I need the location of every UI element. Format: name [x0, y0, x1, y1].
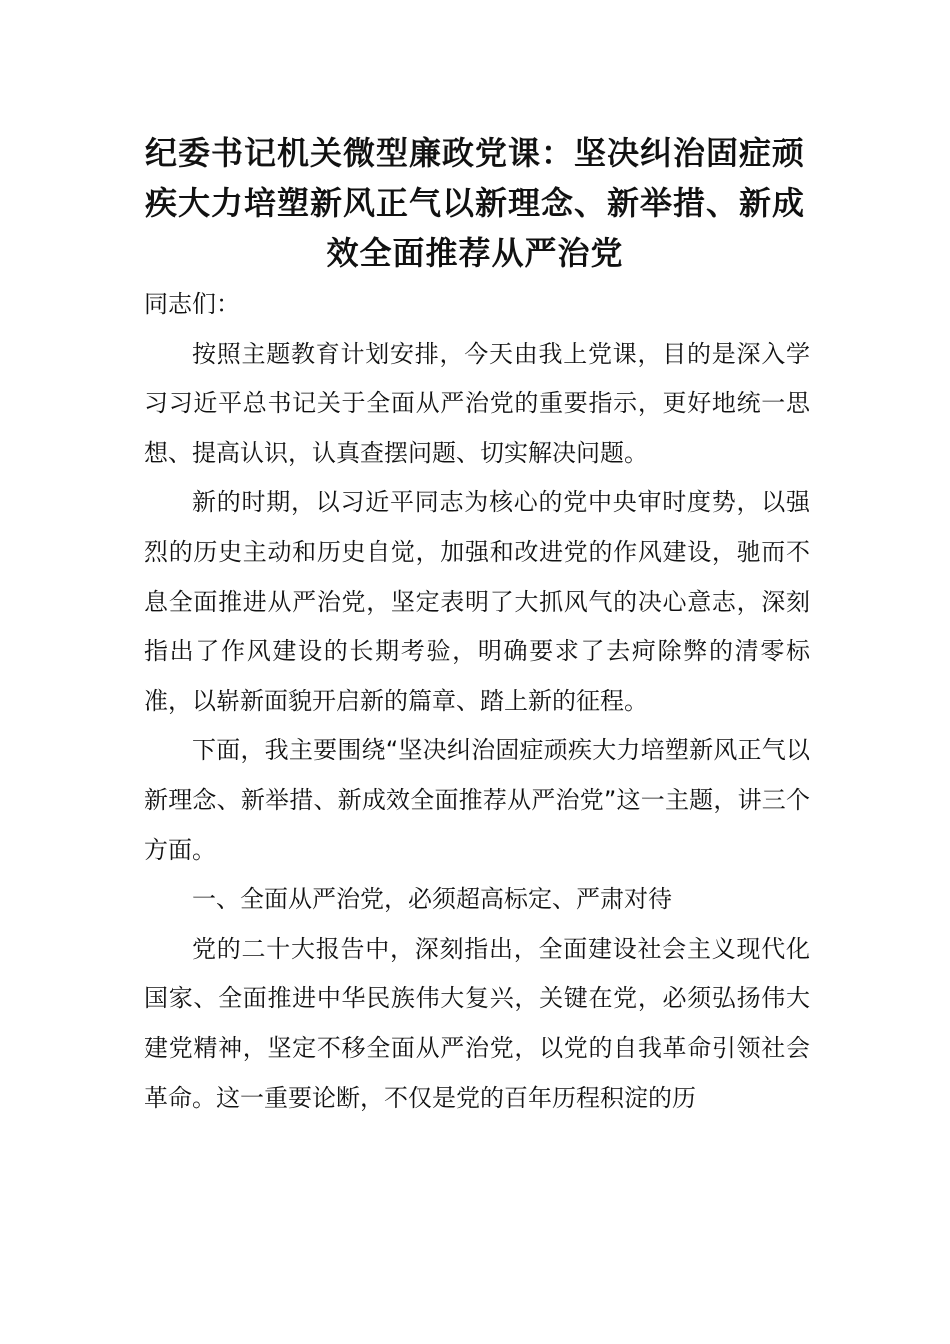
paragraph-outline: 下面，我主要围绕“坚决纠治固症顽疾大力培塑新风正气以新理念、新举措、新成效全面推荐从严治党”这一主题，讲三个方面。 — [144, 736, 810, 864]
section-heading: 一、全面从严治党，必须超高标定、严肃对待 — [192, 885, 672, 914]
paragraph-context: 新的时期，以习近平同志为核心的党中央审时度势，以强烈的历史主动和历史自觉，加强和改进党的作风建设，驰而不息全面推进从严治党，坚定表明了大抓风气的决心意志，深刻指出了作风建设的长期考验，明确要求了去疴除弊的清零标准，以崭新面貌开启新的篇章、踏上新的征程。 — [144, 488, 810, 715]
paragraph-section-one: 党的二十大报告中，深刻指出，全面建设社会主义现代化国家、全面推进中华民族伟大复兴，关键在党，必须弘扬伟大建党精神，坚定不移全面从严治党，以党的自我革命引领社会革命。这一重要论断，不仅是党的百年历程积淀的历 — [144, 934, 810, 1112]
document-body — [144, 280, 810, 1123]
document-title: 纪委书记机关微型廉政党课：坚决纠治固症顽疾大力培塑新风正气以新理念、新举措、新成效全面推荐从严治党 — [144, 134, 805, 272]
paragraph-intro: 按照主题教育计划安排，今天由我上党课，目的是深入学习习近平总书记关于全面从严治党的重要指示，更好地统一思想、提高认识，认真查摆问题、切实解决问题。 — [144, 339, 810, 467]
salutation: 同志们： — [144, 290, 240, 318]
